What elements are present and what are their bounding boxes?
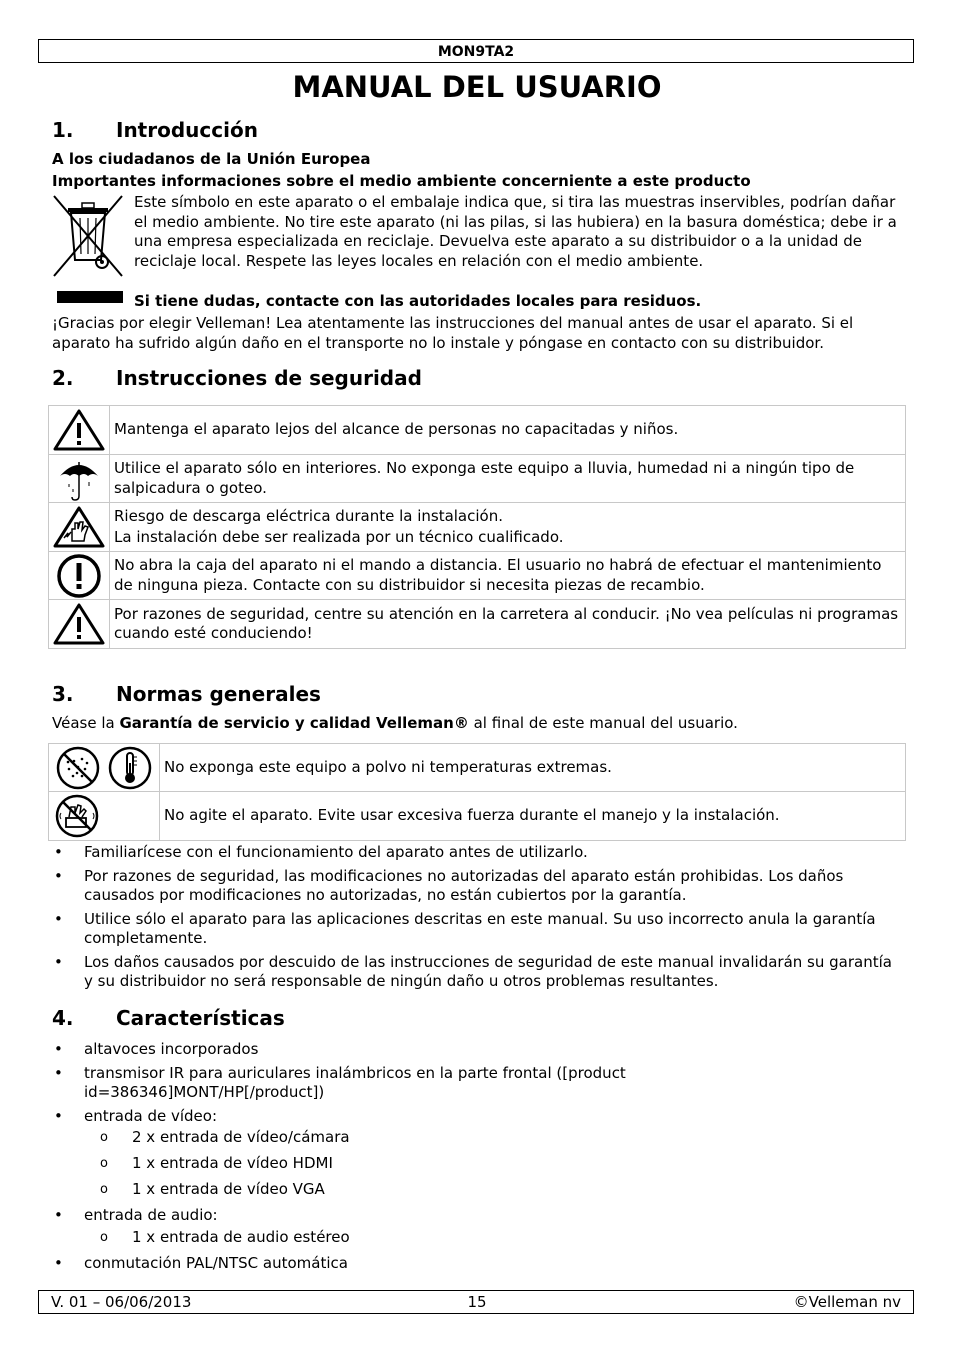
page-title: MANUAL DEL USUARIO <box>292 70 662 104</box>
page-footer <box>38 1290 914 1314</box>
electric-shock-hand-icon <box>49 503 110 552</box>
video-inputs-list <box>84 1128 902 1200</box>
footer-copyright: ©Velleman nv <box>793 1293 901 1311</box>
rule-row <box>49 744 906 792</box>
model-name: MON9TA2 <box>437 44 515 60</box>
sub-list-item: o 1 x entrada de audio estéreo <box>84 1228 902 1248</box>
no-dust-icon <box>54 745 102 791</box>
list-item: • conmutación PAL/NTSC automática <box>52 1254 902 1274</box>
list-item: • Utilice sólo el aparato para las aplicaciones descritas en este manual. Su uso incorrecto anula la garantía completamente. <box>52 910 902 949</box>
list-item <box>52 1107 902 1200</box>
safety-text-cell <box>110 503 906 552</box>
sub-list-item: o 1 x entrada de vídeo HDMI <box>84 1154 902 1174</box>
list-item: • transmisor IR para auriculares inalámbricos en la parte frontal ([product id=386346]MONT/HP[/product]) <box>52 1064 902 1103</box>
warranty-post: al final de este manual del usuario. <box>468 714 738 732</box>
safety-table <box>48 405 906 649</box>
section-1-heading <box>52 118 258 142</box>
environment-subheading: Importantes informaciones sobre el medio ambiente concerniente a este producto <box>52 172 751 190</box>
section-title: Características <box>116 1006 285 1030</box>
list-item-label: entrada de vídeo: <box>84 1106 218 1125</box>
features-list <box>52 1040 902 1277</box>
safety-row <box>49 406 906 455</box>
section-title: Instrucciones de seguridad <box>116 366 422 390</box>
section-2-heading <box>52 366 422 390</box>
no-temperature-icon <box>106 745 154 791</box>
page-header <box>38 39 914 63</box>
general-rules-table <box>48 743 906 841</box>
safety-text: Riesgo de descarga eléctrica durante la instalación. <box>114 506 503 525</box>
safety-row <box>49 455 906 503</box>
list-item-label: entrada de audio: <box>84 1206 218 1224</box>
umbrella-icon <box>49 455 110 503</box>
eu-citizens-subheading: A los ciudadanos de la Unión Europea <box>52 150 371 168</box>
section-number: 2. <box>52 366 74 390</box>
thanks-paragraph: ¡Gracias por elegir Velleman! Lea atentamente las instrucciones del manual antes de usar el aparato. Si el aparato ha sufrido algún daño en el transporte no lo instale y póngase en contacto con su distribuidor. <box>52 314 854 352</box>
section-number: 4. <box>52 1006 74 1030</box>
section-title: Normas generales <box>116 682 321 706</box>
no-shaking-icon <box>53 793 101 839</box>
warranty-reference <box>52 714 902 734</box>
sub-list-item: o 2 x entrada de vídeo/cámara <box>84 1128 902 1148</box>
section-4-heading <box>52 1006 285 1030</box>
list-item: • altavoces incorporados <box>52 1040 902 1060</box>
list-item <box>52 1206 902 1247</box>
safety-row <box>49 600 906 649</box>
safety-text: Por razones de seguridad, centre su atención en la carretera al conducir. ¡No vea películas ni programas cuando esté conduciendo! <box>110 600 906 649</box>
section-title: Introducción <box>116 118 258 142</box>
list-item: • Familiarícese con el funcionamiento del aparato antes de utilizarlo. <box>52 843 902 863</box>
safety-row <box>49 552 906 600</box>
warning-triangle-icon <box>49 406 110 455</box>
safety-text: Mantenga el aparato lejos del alcance de personas no capacitadas y niños. <box>110 406 906 455</box>
rule-text: No agite el aparato. Evite usar excesiva fuerza durante el manejo y la instalación. <box>160 792 906 841</box>
footer-page-number: 15 <box>467 1293 487 1311</box>
safety-text: No abra la caja del aparato ni el mando a distancia. El usuario no habrá de efectuar el mantenimiento de ninguna pieza. Contacte con su distribuidor si necesita piezas de recambio. <box>110 552 906 600</box>
list-item: • Por razones de seguridad, las modificaciones no autorizadas del aparato están prohibidas. Los daños causados por modificaciones no autorizadas, no están cubiertos por la garantía. <box>52 867 902 906</box>
general-rules-list <box>52 843 902 996</box>
weee-bold-text: Si tiene dudas, contacte con las autoridades locales para residuos. <box>134 292 702 310</box>
section-number: 3. <box>52 682 74 706</box>
weee-black-bar <box>57 291 123 303</box>
safety-text: Utilice el aparato sólo en interiores. No exponga este equipo a lluvia, humedad ni a ningún tipo de salpicadura o goteo. <box>110 455 906 503</box>
rule-icons-cell <box>49 744 160 792</box>
weee-text: Este símbolo en este aparato o el embalaje indica que, si tira las muestras inservibles, podrían dañar el medio ambiente. No tire este aparato (ni las pilas, si las hubiera) en la basura doméstica; debe ir a una empresa especializada en reciclaje. Devuelva este aparato a su distribuidor o a la unidad de reciclaje local. Respete las leyes locales en relación con el medio ambiente. <box>134 193 897 270</box>
warning-triangle-icon <box>49 600 110 649</box>
rule-text: No exponga este equipo a polvo ni temperaturas extremas. <box>160 744 906 792</box>
safety-row <box>49 503 906 552</box>
warranty-pre: Véase la <box>52 714 120 732</box>
audio-inputs-list <box>84 1228 902 1248</box>
weee-bin-icon <box>52 194 124 278</box>
sub-list-item: o 1 x entrada de vídeo VGA <box>84 1180 902 1200</box>
safety-text-2: La instalación debe ser realizada por un técnico cualificado. <box>114 528 564 546</box>
section-3-heading <box>52 682 321 706</box>
exclamation-circle-icon <box>49 552 110 600</box>
rule-row <box>49 792 906 841</box>
rule-icons-cell <box>49 792 160 841</box>
warranty-name: Garantía de servicio y calidad Velleman® <box>119 714 469 732</box>
footer-version: V. 01 – 06/06/2013 <box>51 1293 192 1311</box>
section-number: 1. <box>52 118 74 142</box>
list-item: • Los daños causados por descuido de las instrucciones de seguridad de este manual invalidarán su garantía y su distribuidor no será responsable de ningún daño u otros problemas resultantes. <box>52 953 902 992</box>
